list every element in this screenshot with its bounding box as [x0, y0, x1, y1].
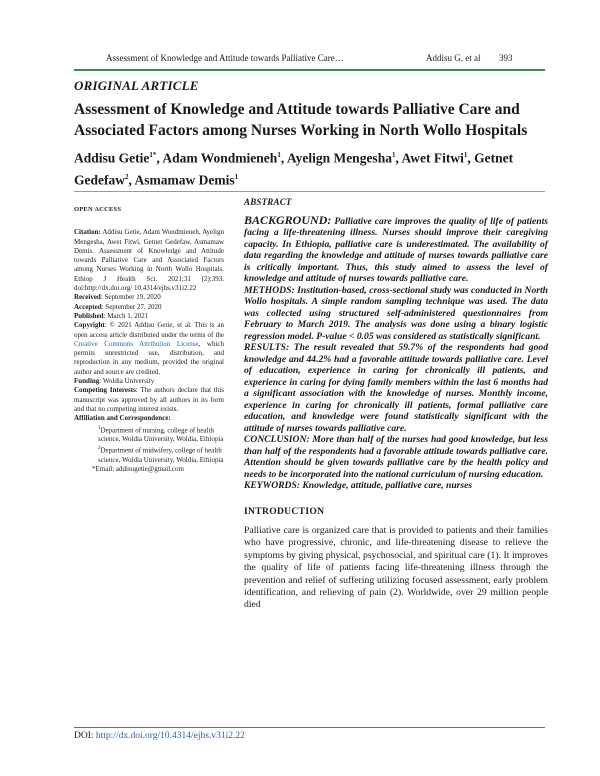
abstract-background — [244, 212, 548, 285]
abstract-methods — [244, 285, 548, 343]
abstract-results — [244, 342, 548, 434]
citation-label: Citation: — [74, 228, 101, 237]
copyright — [74, 321, 224, 377]
footer-doi — [74, 731, 245, 741]
accepted-label: Accepted — [74, 302, 102, 311]
footer-rule — [74, 727, 545, 728]
affiliations — [74, 424, 224, 466]
methods-label: METHODS: — [244, 284, 295, 296]
keywords-label: KEYWORDS: — [244, 480, 300, 491]
competing-label: Competing Interests — [74, 386, 136, 395]
affiliation-1-mark: 1 — [98, 425, 101, 431]
affiliation-colon: : — [168, 414, 171, 423]
affiliation-heading — [74, 414, 224, 423]
competing-value: : The authors declare that this manuscript was approved by all authors in its form and that no competing interest exists. — [74, 386, 224, 413]
competing-interests — [74, 386, 224, 414]
abstract-heading: ABSTRACT — [244, 197, 292, 207]
funding-value: : Woldia University — [99, 377, 155, 386]
author-name: Asmamaw Demis — [134, 172, 235, 187]
author-list: Addisu Getie$^{1*}$, Adam Wondmieneh$^1$, Ayelign Mengesha$^1$, Awet Fitwi$^1$, Getnet Gedefaw$^2$, Asmamaw Demis$^1$ — [74, 150, 514, 187]
doi-link[interactable]: http://dx.doi.org/10.4314/ejhs.v31i2.22 — [95, 731, 245, 741]
author-affiliation-mark: 1 — [391, 151, 396, 159]
header-rule — [74, 69, 545, 71]
running-author: Addisu G. et al — [426, 53, 481, 63]
introduction-text: Palliative care is organized care that is provided to patients and their families who have progressive, chronic, and life-threatening disease to relieve the symptoms by giving physical, psychosocial, and spiritual care (1). It improves the quality of life of patients facing life-threatening illness through the prevention and relief of suffering utilizing focused assessment, early problem identification, and relieving of pain (2). Worldwide, over 29 million people died — [244, 525, 548, 611]
correspondence-email: *Email: addisugetie@gmail.com — [92, 465, 184, 474]
introduction-heading: INTRODUCTION — [244, 505, 325, 517]
running-title: Assessment of Knowledge and Attitude towards Palliative Care… — [106, 53, 344, 63]
author-name: Ayelign Mengesha — [286, 150, 392, 166]
published-label: Published — [74, 311, 104, 320]
article-info-sidebar — [74, 205, 224, 475]
abstract-conclusion — [244, 434, 548, 480]
published-value: : March 1, 2021 — [103, 311, 149, 320]
conclusion-label: CONCLUSION: — [244, 434, 310, 445]
copyright-text-end: , which permits unrestricted use, distribution, and reproduction in any medium, provided the original author and source are credited. — [74, 339, 225, 376]
methods-text: Institution-based, cross-sectional study was conducted in North Wollo hospitals. A simple random sampling technique was used. The data was collected using structured self-administered questionnaires from February to March 2019. The analysis was done using a binary logistic regression model. P-value < 0.05 was considered as statistically significant. — [244, 284, 548, 342]
affiliation-2-text: Department of midwifery, college of health science, Woldia University, Woldia, Ethiopia — [98, 446, 224, 465]
open-access-label: OPEN ACCESS — [74, 206, 122, 213]
author-affiliation-mark: 1 — [234, 172, 239, 181]
affiliation-2-mark: 2 — [98, 446, 101, 452]
results-label: RESULTS: — [244, 342, 290, 353]
article-type: ORIGINAL ARTICLE — [74, 78, 199, 93]
received-value: : September 19, 2020 — [100, 293, 161, 302]
copyright-label: Copyright — [74, 321, 105, 330]
copyright-text: : © 2021 Addisu Getie, et al. This is an open access article distributed under the terms of the — [74, 321, 224, 339]
funding-label: Funding — [74, 377, 100, 386]
published-date — [74, 312, 224, 321]
license-link[interactable]: Creative Commons Attribution License — [74, 339, 199, 348]
author-name: Awet Fitwi — [401, 150, 464, 166]
keywords — [244, 480, 548, 492]
author-name: Addisu Getie — [74, 150, 150, 166]
funding — [74, 377, 224, 386]
affiliation-2 — [98, 444, 224, 465]
main-column — [244, 197, 548, 612]
author-name: Adam Wondmieneh — [162, 150, 278, 166]
accepted-value: : September 27, 2020 — [101, 302, 162, 311]
affiliation-1 — [98, 424, 224, 445]
title-divider — [74, 191, 545, 192]
background-text: Palliative care improves the quality of life of patients facing a life-threatening illness. Nurses should improve their caregiving capacity. In Ethiopia, palliative care is underestimated. The availability of data regarding the knowledge and attitude of nurses towards palliative care is critically important. Thus, this study aimed to assess the level of knowledge and attitude of nurses towards palliative care. — [244, 215, 548, 284]
received-date — [74, 293, 224, 302]
author-name: Getnet Gedefaw — [74, 150, 514, 187]
keywords-text: Knowledge, attitude, palliative care, nurses — [299, 480, 473, 491]
accepted-date — [74, 303, 224, 312]
background-label: BACKGROUND: — [244, 212, 332, 227]
author-affiliation-mark: 1 — [277, 151, 281, 159]
citation-text: Addisu Getie, Adam Wondmieneh, Ayelign Mengesha, Awet Fitwi, Getnet Gedefaw, Asmamaw Demis. Assessment of Knowledge and Attitude towards Palliative Care and Associated Factors among Nurses Working in North Wollo Hospitals. Ethiop J Health Sci. 2021;31 (2):393. doi:http://dx.doi.org/ 10.4314/ejhs.v31i2.22 — [74, 228, 224, 293]
author-affiliation-mark: 1 — [463, 151, 468, 159]
received-label: Received — [74, 293, 101, 302]
citation — [74, 228, 224, 293]
author-affiliation-mark: 2 — [125, 172, 129, 181]
affiliation-label: Affiliation and Correspondence — [74, 414, 169, 423]
doi-label: DOI: — [74, 731, 96, 741]
conclusion-text: More than half of the nurses had good knowledge, but less than half of the respondents had a favorable attitude towards palliative care. Attention should be given towards palliative care by the health policy and needs to be incorporated into the national curriculum of nursing education. — [244, 434, 548, 480]
results-text: The result revealed that 59.7% of the respondents had good knowledge and 44.2% had a favorable attitude towards palliative care. Level of education, experience in caring for chronically ill patients, and experience in caring for dying family members within the last 6 months had a significant association with the knowledge of nurses. Monthly income, experience in caring for chronically ill patients, formal palliative care education, and knowledge were found statistically significant with the attitude of nurses towards palliative care. — [244, 342, 548, 434]
author-affiliation-mark: 1* — [149, 151, 157, 159]
affiliation-1-text: Department of nursing, college of health science, Woldia University, Woldia, Ethiopia — [98, 425, 224, 444]
page-number: 393 — [499, 53, 513, 63]
article-title: Assessment of Knowledge and Attitude towards Palliative Care and Associated Factors among Nurses Working in North Wollo Hospitals — [74, 101, 528, 139]
